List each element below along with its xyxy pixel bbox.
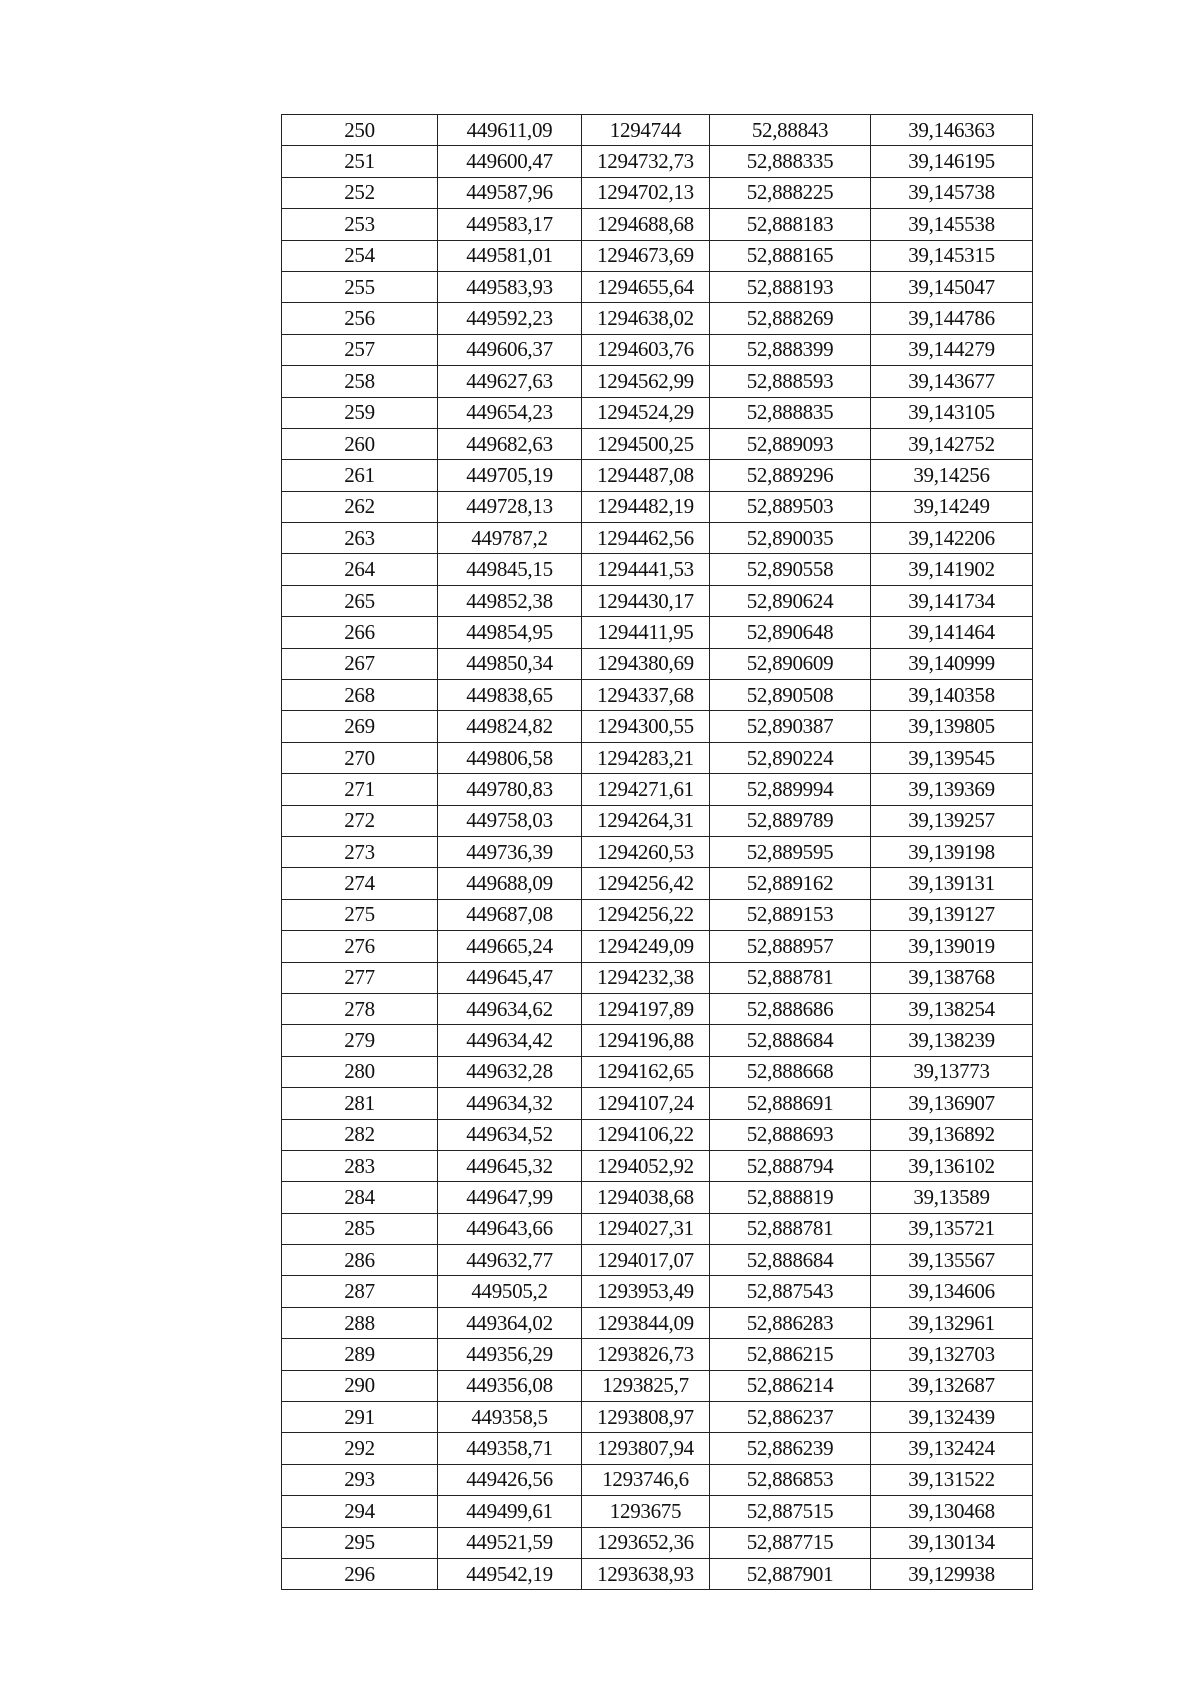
y-coordinate-cell: 1294655,64 (582, 271, 710, 302)
point-number-cell: 275 (282, 899, 438, 930)
point-number-cell: 267 (282, 648, 438, 679)
x-coordinate-cell: 449854,95 (438, 617, 582, 648)
latitude-cell: 52,890035 (710, 523, 871, 554)
latitude-cell: 52,889503 (710, 491, 871, 522)
longitude-cell: 39,13589 (871, 1182, 1033, 1213)
y-coordinate-cell: 1293826,73 (582, 1339, 710, 1370)
table-row (282, 366, 1033, 397)
latitude-cell: 52,888957 (710, 931, 871, 962)
table-row (282, 1088, 1033, 1119)
x-coordinate-cell: 449787,2 (438, 523, 582, 554)
latitude-cell: 52,888399 (710, 334, 871, 365)
y-coordinate-cell: 1294027,31 (582, 1213, 710, 1244)
longitude-cell: 39,142206 (871, 523, 1033, 554)
point-number-cell: 282 (282, 1119, 438, 1150)
y-coordinate-cell: 1294264,31 (582, 805, 710, 836)
latitude-cell: 52,889595 (710, 836, 871, 867)
y-coordinate-cell: 1294162,65 (582, 1056, 710, 1087)
latitude-cell: 52,886214 (710, 1370, 871, 1401)
longitude-cell: 39,131522 (871, 1464, 1033, 1495)
point-number-cell: 261 (282, 460, 438, 491)
latitude-cell: 52,890648 (710, 617, 871, 648)
y-coordinate-cell: 1294411,95 (582, 617, 710, 648)
latitude-cell: 52,888781 (710, 962, 871, 993)
longitude-cell: 39,145538 (871, 209, 1033, 240)
point-number-cell: 265 (282, 585, 438, 616)
latitude-cell: 52,886283 (710, 1307, 871, 1338)
longitude-cell: 39,14256 (871, 460, 1033, 491)
x-coordinate-cell: 449845,15 (438, 554, 582, 585)
x-coordinate-cell: 449852,38 (438, 585, 582, 616)
table-row (282, 1339, 1033, 1370)
x-coordinate-cell: 449632,28 (438, 1056, 582, 1087)
latitude-cell: 52,888794 (710, 1150, 871, 1181)
table-row (282, 617, 1033, 648)
table-row (282, 1496, 1033, 1527)
table-row (282, 177, 1033, 208)
table-row (282, 742, 1033, 773)
x-coordinate-cell: 449643,66 (438, 1213, 582, 1244)
longitude-cell: 39,139805 (871, 711, 1033, 742)
point-number-cell: 269 (282, 711, 438, 742)
longitude-cell: 39,143105 (871, 397, 1033, 428)
x-coordinate-cell: 449592,23 (438, 303, 582, 334)
table-row (282, 1276, 1033, 1307)
table-row (282, 397, 1033, 428)
latitude-cell: 52,886239 (710, 1433, 871, 1464)
y-coordinate-cell: 1294688,68 (582, 209, 710, 240)
longitude-cell: 39,136892 (871, 1119, 1033, 1150)
latitude-cell: 52,890558 (710, 554, 871, 585)
y-coordinate-cell: 1294249,09 (582, 931, 710, 962)
table-row (282, 271, 1033, 302)
point-number-cell: 251 (282, 146, 438, 177)
point-number-cell: 280 (282, 1056, 438, 1087)
latitude-cell: 52,888684 (710, 1245, 871, 1276)
y-coordinate-cell: 1293808,97 (582, 1402, 710, 1433)
y-coordinate-cell: 1293652,36 (582, 1527, 710, 1558)
latitude-cell: 52,888819 (710, 1182, 871, 1213)
longitude-cell: 39,144786 (871, 303, 1033, 334)
point-number-cell: 252 (282, 177, 438, 208)
point-number-cell: 253 (282, 209, 438, 240)
point-number-cell: 264 (282, 554, 438, 585)
latitude-cell: 52,889093 (710, 428, 871, 459)
longitude-cell: 39,146363 (871, 115, 1033, 146)
latitude-cell: 52,886237 (710, 1402, 871, 1433)
latitude-cell: 52,890224 (710, 742, 871, 773)
longitude-cell: 39,141902 (871, 554, 1033, 585)
x-coordinate-cell: 449682,63 (438, 428, 582, 459)
x-coordinate-cell: 449705,19 (438, 460, 582, 491)
longitude-cell: 39,14249 (871, 491, 1033, 522)
x-coordinate-cell: 449645,47 (438, 962, 582, 993)
y-coordinate-cell: 1294300,55 (582, 711, 710, 742)
table-row (282, 1182, 1033, 1213)
table-row (282, 962, 1033, 993)
longitude-cell: 39,143677 (871, 366, 1033, 397)
latitude-cell: 52,888183 (710, 209, 871, 240)
point-number-cell: 259 (282, 397, 438, 428)
table-row (282, 460, 1033, 491)
y-coordinate-cell: 1294256,42 (582, 868, 710, 899)
table-row (282, 1370, 1033, 1401)
y-coordinate-cell: 1294256,22 (582, 899, 710, 930)
point-number-cell: 258 (282, 366, 438, 397)
table-row (282, 899, 1033, 930)
point-number-cell: 279 (282, 1025, 438, 1056)
x-coordinate-cell: 449634,62 (438, 993, 582, 1024)
latitude-cell: 52,889162 (710, 868, 871, 899)
y-coordinate-cell: 1293807,94 (582, 1433, 710, 1464)
table-row (282, 680, 1033, 711)
table-row (282, 303, 1033, 334)
longitude-cell: 39,146195 (871, 146, 1033, 177)
x-coordinate-cell: 449654,23 (438, 397, 582, 428)
table-row (282, 1025, 1033, 1056)
latitude-cell: 52,890609 (710, 648, 871, 679)
longitude-cell: 39,135567 (871, 1245, 1033, 1276)
table-row (282, 931, 1033, 962)
x-coordinate-cell: 449736,39 (438, 836, 582, 867)
latitude-cell: 52,887543 (710, 1276, 871, 1307)
point-number-cell: 295 (282, 1527, 438, 1558)
latitude-cell: 52,888693 (710, 1119, 871, 1150)
latitude-cell: 52,888686 (710, 993, 871, 1024)
y-coordinate-cell: 1294197,89 (582, 993, 710, 1024)
longitude-cell: 39,138254 (871, 993, 1033, 1024)
coordinates-table-body (282, 115, 1033, 1590)
longitude-cell: 39,145738 (871, 177, 1033, 208)
x-coordinate-cell: 449627,63 (438, 366, 582, 397)
table-row (282, 1433, 1033, 1464)
table-row (282, 585, 1033, 616)
point-number-cell: 268 (282, 680, 438, 711)
y-coordinate-cell: 1294038,68 (582, 1182, 710, 1213)
longitude-cell: 39,136907 (871, 1088, 1033, 1119)
longitude-cell: 39,132424 (871, 1433, 1033, 1464)
x-coordinate-cell: 449358,5 (438, 1402, 582, 1433)
point-number-cell: 263 (282, 523, 438, 554)
latitude-cell: 52,890387 (710, 711, 871, 742)
longitude-cell: 39,130468 (871, 1496, 1033, 1527)
point-number-cell: 250 (282, 115, 438, 146)
y-coordinate-cell: 1294271,61 (582, 774, 710, 805)
table-row (282, 648, 1033, 679)
longitude-cell: 39,132687 (871, 1370, 1033, 1401)
table-row (282, 1119, 1033, 1150)
y-coordinate-cell: 1294196,88 (582, 1025, 710, 1056)
point-number-cell: 286 (282, 1245, 438, 1276)
x-coordinate-cell: 449583,93 (438, 271, 582, 302)
longitude-cell: 39,141464 (871, 617, 1033, 648)
latitude-cell: 52,888668 (710, 1056, 871, 1087)
x-coordinate-cell: 449806,58 (438, 742, 582, 773)
y-coordinate-cell: 1293953,49 (582, 1276, 710, 1307)
table-row (282, 1307, 1033, 1338)
x-coordinate-cell: 449505,2 (438, 1276, 582, 1307)
x-coordinate-cell: 449358,71 (438, 1433, 582, 1464)
longitude-cell: 39,139369 (871, 774, 1033, 805)
latitude-cell: 52,888335 (710, 146, 871, 177)
y-coordinate-cell: 1293825,7 (582, 1370, 710, 1401)
point-number-cell: 296 (282, 1558, 438, 1589)
longitude-cell: 39,129938 (871, 1558, 1033, 1589)
y-coordinate-cell: 1294487,08 (582, 460, 710, 491)
point-number-cell: 281 (282, 1088, 438, 1119)
y-coordinate-cell: 1294380,69 (582, 648, 710, 679)
x-coordinate-cell: 449364,02 (438, 1307, 582, 1338)
point-number-cell: 290 (282, 1370, 438, 1401)
latitude-cell: 52,888835 (710, 397, 871, 428)
y-coordinate-cell: 1294702,13 (582, 177, 710, 208)
longitude-cell: 39,135721 (871, 1213, 1033, 1244)
longitude-cell: 39,140999 (871, 648, 1033, 679)
y-coordinate-cell: 1294524,29 (582, 397, 710, 428)
table-row (282, 209, 1033, 240)
point-number-cell: 262 (282, 491, 438, 522)
longitude-cell: 39,139127 (871, 899, 1033, 930)
table-row (282, 1056, 1033, 1087)
longitude-cell: 39,139019 (871, 931, 1033, 962)
point-number-cell: 274 (282, 868, 438, 899)
longitude-cell: 39,139545 (871, 742, 1033, 773)
x-coordinate-cell: 449521,59 (438, 1527, 582, 1558)
table-row (282, 554, 1033, 585)
coordinates-table (281, 114, 1033, 1590)
latitude-cell: 52,886215 (710, 1339, 871, 1370)
latitude-cell: 52,889296 (710, 460, 871, 491)
longitude-cell: 39,138239 (871, 1025, 1033, 1056)
point-number-cell: 266 (282, 617, 438, 648)
latitude-cell: 52,888269 (710, 303, 871, 334)
table-row (282, 428, 1033, 459)
point-number-cell: 270 (282, 742, 438, 773)
longitude-cell: 39,144279 (871, 334, 1033, 365)
x-coordinate-cell: 449728,13 (438, 491, 582, 522)
y-coordinate-cell: 1294283,21 (582, 742, 710, 773)
longitude-cell: 39,130134 (871, 1527, 1033, 1558)
point-number-cell: 271 (282, 774, 438, 805)
table-row (282, 805, 1033, 836)
y-coordinate-cell: 1294337,68 (582, 680, 710, 711)
latitude-cell: 52,888691 (710, 1088, 871, 1119)
x-coordinate-cell: 449606,37 (438, 334, 582, 365)
y-coordinate-cell: 1294462,56 (582, 523, 710, 554)
table-row (282, 711, 1033, 742)
table-row (282, 240, 1033, 271)
longitude-cell: 39,132703 (871, 1339, 1033, 1370)
y-coordinate-cell: 1294732,73 (582, 146, 710, 177)
point-number-cell: 288 (282, 1307, 438, 1338)
y-coordinate-cell: 1294260,53 (582, 836, 710, 867)
x-coordinate-cell: 449838,65 (438, 680, 582, 711)
latitude-cell: 52,886853 (710, 1464, 871, 1495)
longitude-cell: 39,142752 (871, 428, 1033, 459)
latitude-cell: 52,890624 (710, 585, 871, 616)
x-coordinate-cell: 449581,01 (438, 240, 582, 271)
latitude-cell: 52,887901 (710, 1558, 871, 1589)
x-coordinate-cell: 449687,08 (438, 899, 582, 930)
y-coordinate-cell: 1294106,22 (582, 1119, 710, 1150)
point-number-cell: 293 (282, 1464, 438, 1495)
y-coordinate-cell: 1294107,24 (582, 1088, 710, 1119)
latitude-cell: 52,888193 (710, 271, 871, 302)
longitude-cell: 39,139198 (871, 836, 1033, 867)
y-coordinate-cell: 1294052,92 (582, 1150, 710, 1181)
x-coordinate-cell: 449583,17 (438, 209, 582, 240)
latitude-cell: 52,887715 (710, 1527, 871, 1558)
point-number-cell: 284 (282, 1182, 438, 1213)
x-coordinate-cell: 449356,08 (438, 1370, 582, 1401)
latitude-cell: 52,890508 (710, 680, 871, 711)
latitude-cell: 52,88843 (710, 115, 871, 146)
longitude-cell: 39,141734 (871, 585, 1033, 616)
point-number-cell: 283 (282, 1150, 438, 1181)
latitude-cell: 52,888684 (710, 1025, 871, 1056)
longitude-cell: 39,13773 (871, 1056, 1033, 1087)
x-coordinate-cell: 449688,09 (438, 868, 582, 899)
y-coordinate-cell: 1294232,38 (582, 962, 710, 993)
table-row (282, 1464, 1033, 1495)
table-row (282, 1527, 1033, 1558)
point-number-cell: 294 (282, 1496, 438, 1527)
x-coordinate-cell: 449634,42 (438, 1025, 582, 1056)
table-row (282, 334, 1033, 365)
longitude-cell: 39,132439 (871, 1402, 1033, 1433)
y-coordinate-cell: 1294638,02 (582, 303, 710, 334)
point-number-cell: 272 (282, 805, 438, 836)
y-coordinate-cell: 1293844,09 (582, 1307, 710, 1338)
y-coordinate-cell: 1293675 (582, 1496, 710, 1527)
x-coordinate-cell: 449356,29 (438, 1339, 582, 1370)
x-coordinate-cell: 449587,96 (438, 177, 582, 208)
latitude-cell: 52,888225 (710, 177, 871, 208)
table-row (282, 115, 1033, 146)
longitude-cell: 39,139257 (871, 805, 1033, 836)
longitude-cell: 39,145315 (871, 240, 1033, 271)
y-coordinate-cell: 1294441,53 (582, 554, 710, 585)
y-coordinate-cell: 1293638,93 (582, 1558, 710, 1589)
x-coordinate-cell: 449600,47 (438, 146, 582, 177)
x-coordinate-cell: 449645,32 (438, 1150, 582, 1181)
x-coordinate-cell: 449632,77 (438, 1245, 582, 1276)
longitude-cell: 39,134606 (871, 1276, 1033, 1307)
x-coordinate-cell: 449665,24 (438, 931, 582, 962)
point-number-cell: 285 (282, 1213, 438, 1244)
x-coordinate-cell: 449780,83 (438, 774, 582, 805)
table-row (282, 1558, 1033, 1589)
y-coordinate-cell: 1294017,07 (582, 1245, 710, 1276)
y-coordinate-cell: 1294603,76 (582, 334, 710, 365)
y-coordinate-cell: 1294744 (582, 115, 710, 146)
table-row (282, 993, 1033, 1024)
table-row (282, 491, 1033, 522)
table-row (282, 1245, 1033, 1276)
x-coordinate-cell: 449647,99 (438, 1182, 582, 1213)
table-row (282, 836, 1033, 867)
latitude-cell: 52,889789 (710, 805, 871, 836)
longitude-cell: 39,138768 (871, 962, 1033, 993)
longitude-cell: 39,145047 (871, 271, 1033, 302)
y-coordinate-cell: 1294562,99 (582, 366, 710, 397)
latitude-cell: 52,889994 (710, 774, 871, 805)
table-row (282, 1402, 1033, 1433)
table-row (282, 1150, 1033, 1181)
y-coordinate-cell: 1293746,6 (582, 1464, 710, 1495)
table-row (282, 868, 1033, 899)
point-number-cell: 276 (282, 931, 438, 962)
point-number-cell: 257 (282, 334, 438, 365)
x-coordinate-cell: 449499,61 (438, 1496, 582, 1527)
point-number-cell: 292 (282, 1433, 438, 1464)
latitude-cell: 52,888165 (710, 240, 871, 271)
latitude-cell: 52,888781 (710, 1213, 871, 1244)
latitude-cell: 52,887515 (710, 1496, 871, 1527)
longitude-cell: 39,140358 (871, 680, 1033, 711)
point-number-cell: 278 (282, 993, 438, 1024)
point-number-cell: 256 (282, 303, 438, 334)
table-row (282, 1213, 1033, 1244)
y-coordinate-cell: 1294500,25 (582, 428, 710, 459)
point-number-cell: 254 (282, 240, 438, 271)
x-coordinate-cell: 449850,34 (438, 648, 582, 679)
table-row (282, 146, 1033, 177)
point-number-cell: 291 (282, 1402, 438, 1433)
x-coordinate-cell: 449542,19 (438, 1558, 582, 1589)
point-number-cell: 287 (282, 1276, 438, 1307)
point-number-cell: 255 (282, 271, 438, 302)
longitude-cell: 39,132961 (871, 1307, 1033, 1338)
x-coordinate-cell: 449426,56 (438, 1464, 582, 1495)
longitude-cell: 39,136102 (871, 1150, 1033, 1181)
x-coordinate-cell: 449824,82 (438, 711, 582, 742)
point-number-cell: 289 (282, 1339, 438, 1370)
x-coordinate-cell: 449634,32 (438, 1088, 582, 1119)
table-row (282, 523, 1033, 554)
table-row (282, 774, 1033, 805)
y-coordinate-cell: 1294430,17 (582, 585, 710, 616)
x-coordinate-cell: 449611,09 (438, 115, 582, 146)
latitude-cell: 52,889153 (710, 899, 871, 930)
x-coordinate-cell: 449758,03 (438, 805, 582, 836)
x-coordinate-cell: 449634,52 (438, 1119, 582, 1150)
point-number-cell: 260 (282, 428, 438, 459)
point-number-cell: 273 (282, 836, 438, 867)
longitude-cell: 39,139131 (871, 868, 1033, 899)
y-coordinate-cell: 1294482,19 (582, 491, 710, 522)
latitude-cell: 52,888593 (710, 366, 871, 397)
point-number-cell: 277 (282, 962, 438, 993)
y-coordinate-cell: 1294673,69 (582, 240, 710, 271)
